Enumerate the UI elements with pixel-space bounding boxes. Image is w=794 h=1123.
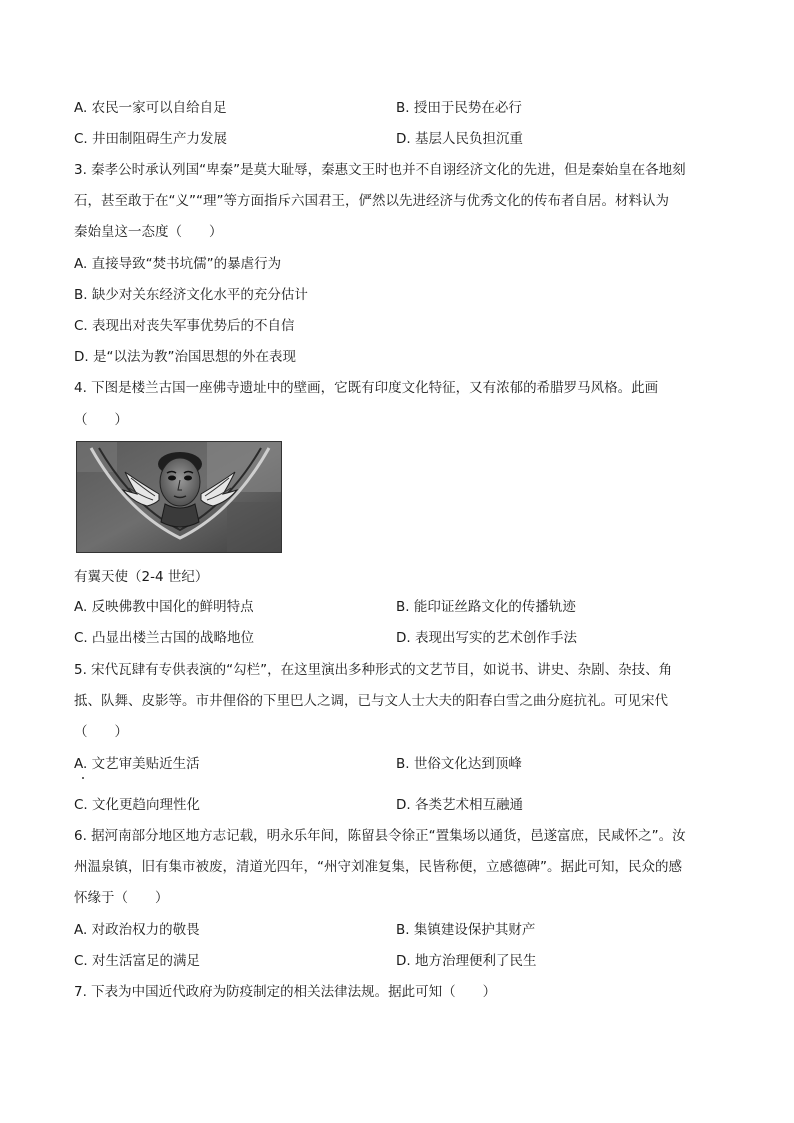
q6-options-row-2 [74, 951, 734, 971]
q2-option-c[interactable]: C. 井田制阻碍生产力发展 [74, 131, 228, 147]
q6-option-d[interactable]: D. 地方治理便利了民生 [396, 953, 537, 969]
q5-stem-line-2: 抵、队舞、皮影等。市井俚俗的下里巴人之调，已与文人士大夫的阳春白雪之曲分庭抗礼。可见宋代 [74, 693, 668, 709]
q4-options-row-1 [74, 597, 734, 617]
q6-options-row-1 [74, 920, 734, 940]
stray-mark [82, 777, 84, 779]
q3-option-a[interactable]: A. 直接导致“焚书坑儒”的暴虐行为 [74, 256, 282, 272]
q3-stem-line-2: 石，甚至敢于在“义”“理”等方面指斥六国君王，俨然以先进经济与优秀文化的传布者自居。材料认为 [74, 193, 669, 209]
q6-stem-line-3: 怀缘于（ ） [74, 890, 169, 906]
q4-stem-line-2: （ ） [74, 412, 128, 428]
q5-option-d[interactable]: D. 各类艺术相互融通 [396, 797, 523, 813]
q5-stem-line-3: （ ） [74, 724, 128, 740]
q2-options-row-2 [74, 129, 734, 149]
q4-options-row-2 [74, 628, 734, 648]
q2-option-d[interactable]: D. 基层人民负担沉重 [396, 131, 523, 147]
q6-option-a[interactable]: A. 对政治权力的敬畏 [74, 922, 200, 938]
q5-option-c[interactable]: C. 文化更趋向理性化 [74, 797, 201, 813]
q3-option-c[interactable]: C. 表现出对丧失军事优势后的不自信 [74, 318, 295, 334]
q5-options-row-2 [74, 795, 734, 815]
q4-option-d[interactable]: D. 表现出写实的艺术创作手法 [396, 630, 577, 646]
q5-stem-line-1: 5. 宋代瓦肆有专供表演的“勾栏”，在这里演出多种形式的文艺节目，如说书、讲史、杂剧、杂技、角 [74, 662, 673, 678]
q2-option-b[interactable]: B. 授田于民势在必行 [396, 100, 522, 116]
q5-option-a[interactable]: A. 文艺审美贴近生活 [74, 756, 200, 772]
q7-stem-line-1: 7. 下表为中国近代政府为防疫制定的相关法律法规。据此可知（ ） [74, 984, 497, 1000]
q4-stem-line-1: 4. 下图是楼兰古国一座佛寺遗址中的壁画，它既有印度文化特征，又有浓郁的希腊罗马风格。此画 [74, 380, 659, 396]
q3-stem-line-3: 秦始皇这一态度（ ） [74, 224, 223, 240]
q6-option-b[interactable]: B. 集镇建设保护其财产 [396, 922, 536, 938]
q3-option-b[interactable]: B. 缺少对关东经济文化水平的充分估计 [74, 287, 308, 303]
angel-mural-image [76, 441, 282, 553]
q4-option-c[interactable]: C. 凸显出楼兰古国的战略地位 [74, 630, 255, 646]
q5-options-row-1 [74, 754, 734, 774]
q2-option-a[interactable]: A. 农民一家可以自给自足 [74, 100, 227, 116]
q4-option-a[interactable]: A. 反映佛教中国化的鲜明特点 [74, 599, 254, 615]
q6-stem-line-2: 州温泉镇，旧有集市被废，清道光四年，“州守刘准复集，民皆称便，立感德碑”。据此可知，民众的感 [74, 859, 682, 875]
q6-stem-line-1: 6. 据河南部分地区地方志记载，明永乐年间，陈留县令徐正“置集场以通货，邑遂富庶，民咸怀之”。汝 [74, 828, 686, 844]
mural-drawing [77, 442, 282, 553]
q4-option-b[interactable]: B. 能印证丝路文化的传播轨迹 [396, 599, 576, 615]
q3-stem-line-1: 3. 秦孝公时承认列国“卑秦”是莫大耻辱，秦惠文王时也并不自诩经济文化的先进，但是秦始皇在各地刻 [74, 162, 686, 178]
q5-option-b[interactable]: B. 世俗文化达到顶峰 [396, 756, 522, 772]
figure-caption: 有翼天使（2-4 世纪） [74, 569, 209, 585]
q2-options-row-1 [74, 98, 734, 118]
q6-option-c[interactable]: C. 对生活富足的满足 [74, 953, 201, 969]
q3-option-d[interactable]: D. 是“以法为教”治国思想的外在表现 [74, 349, 296, 365]
